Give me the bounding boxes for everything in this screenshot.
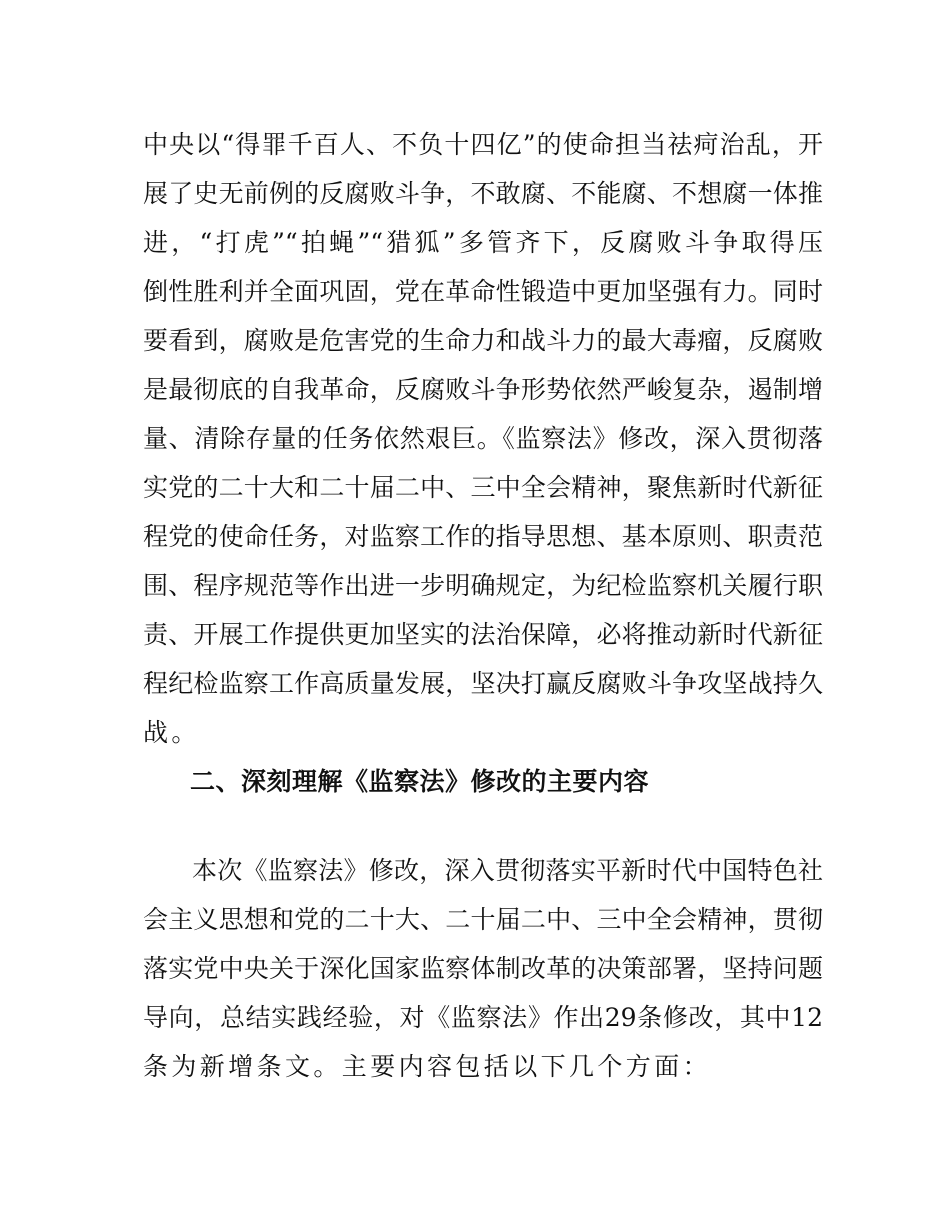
paragraph-line: 落实党中央关于深化国家监察体制改革的决策部署，坚持问题 (143, 954, 823, 983)
paragraph-line: 量、清除存量的任务依然艰巨。《监察法》修改，深入贯彻落 (143, 424, 823, 453)
paragraph-line: 倒性胜利并全面巩固，党在革命性锻造中更加坚强有力。同时 (143, 277, 823, 306)
paragraph-line: 围、程序规范等作出进一步明确规定，为纪检监察机关履行职 (143, 571, 823, 600)
paragraph-line: 导向，总结实践经验，对《监察法》作出29条修改，其中12 (143, 1003, 823, 1032)
paragraph-line: 程纪检监察工作高质量发展，坚决打赢反腐败斗争攻坚战持久 (143, 669, 823, 698)
paragraph-line: 中央以“得罪千百人、不负十四亿”的使命担当祛疴治乱，开 (143, 130, 823, 159)
paragraph-line: 实党的二十大和二十届二中、三中全会精神，聚焦新时代新征 (143, 473, 823, 502)
section-heading: 二、深刻理解《监察法》修改的主要内容 (190, 767, 650, 796)
paragraph-line: 展了史无前例的反腐败斗争，不敢腐、不能腐、不想腐一体推 (143, 179, 823, 208)
paragraph-line: 进，“打虎”“拍蝇”“猎狐”多管齐下，反腐败斗争取得压 (143, 228, 823, 257)
paragraph-line: 是最彻底的自我革命，反腐败斗争形势依然严峻复杂，遏制增 (143, 375, 823, 404)
paragraph-line: 程党的使命任务，对监察工作的指导思想、基本原则、职责范 (143, 522, 823, 551)
paragraph-line: 战。 (143, 718, 200, 747)
paragraph-line: 本次《监察法》修改，深入贯彻落实平新时代中国特色社 (192, 856, 823, 885)
paragraph-line: 责、开展工作提供更加坚实的法治保障，必将推动新时代新征 (143, 620, 823, 649)
paragraph-line: 条为新增条文。主要内容包括以下几个方面： (143, 1052, 712, 1081)
paragraph-line: 会主义思想和党的二十大、二十届二中、三中全会精神，贯彻 (143, 905, 823, 934)
paragraph-line: 要看到，腐败是危害党的生命力和战斗力的最大毒瘤，反腐败 (143, 326, 823, 355)
